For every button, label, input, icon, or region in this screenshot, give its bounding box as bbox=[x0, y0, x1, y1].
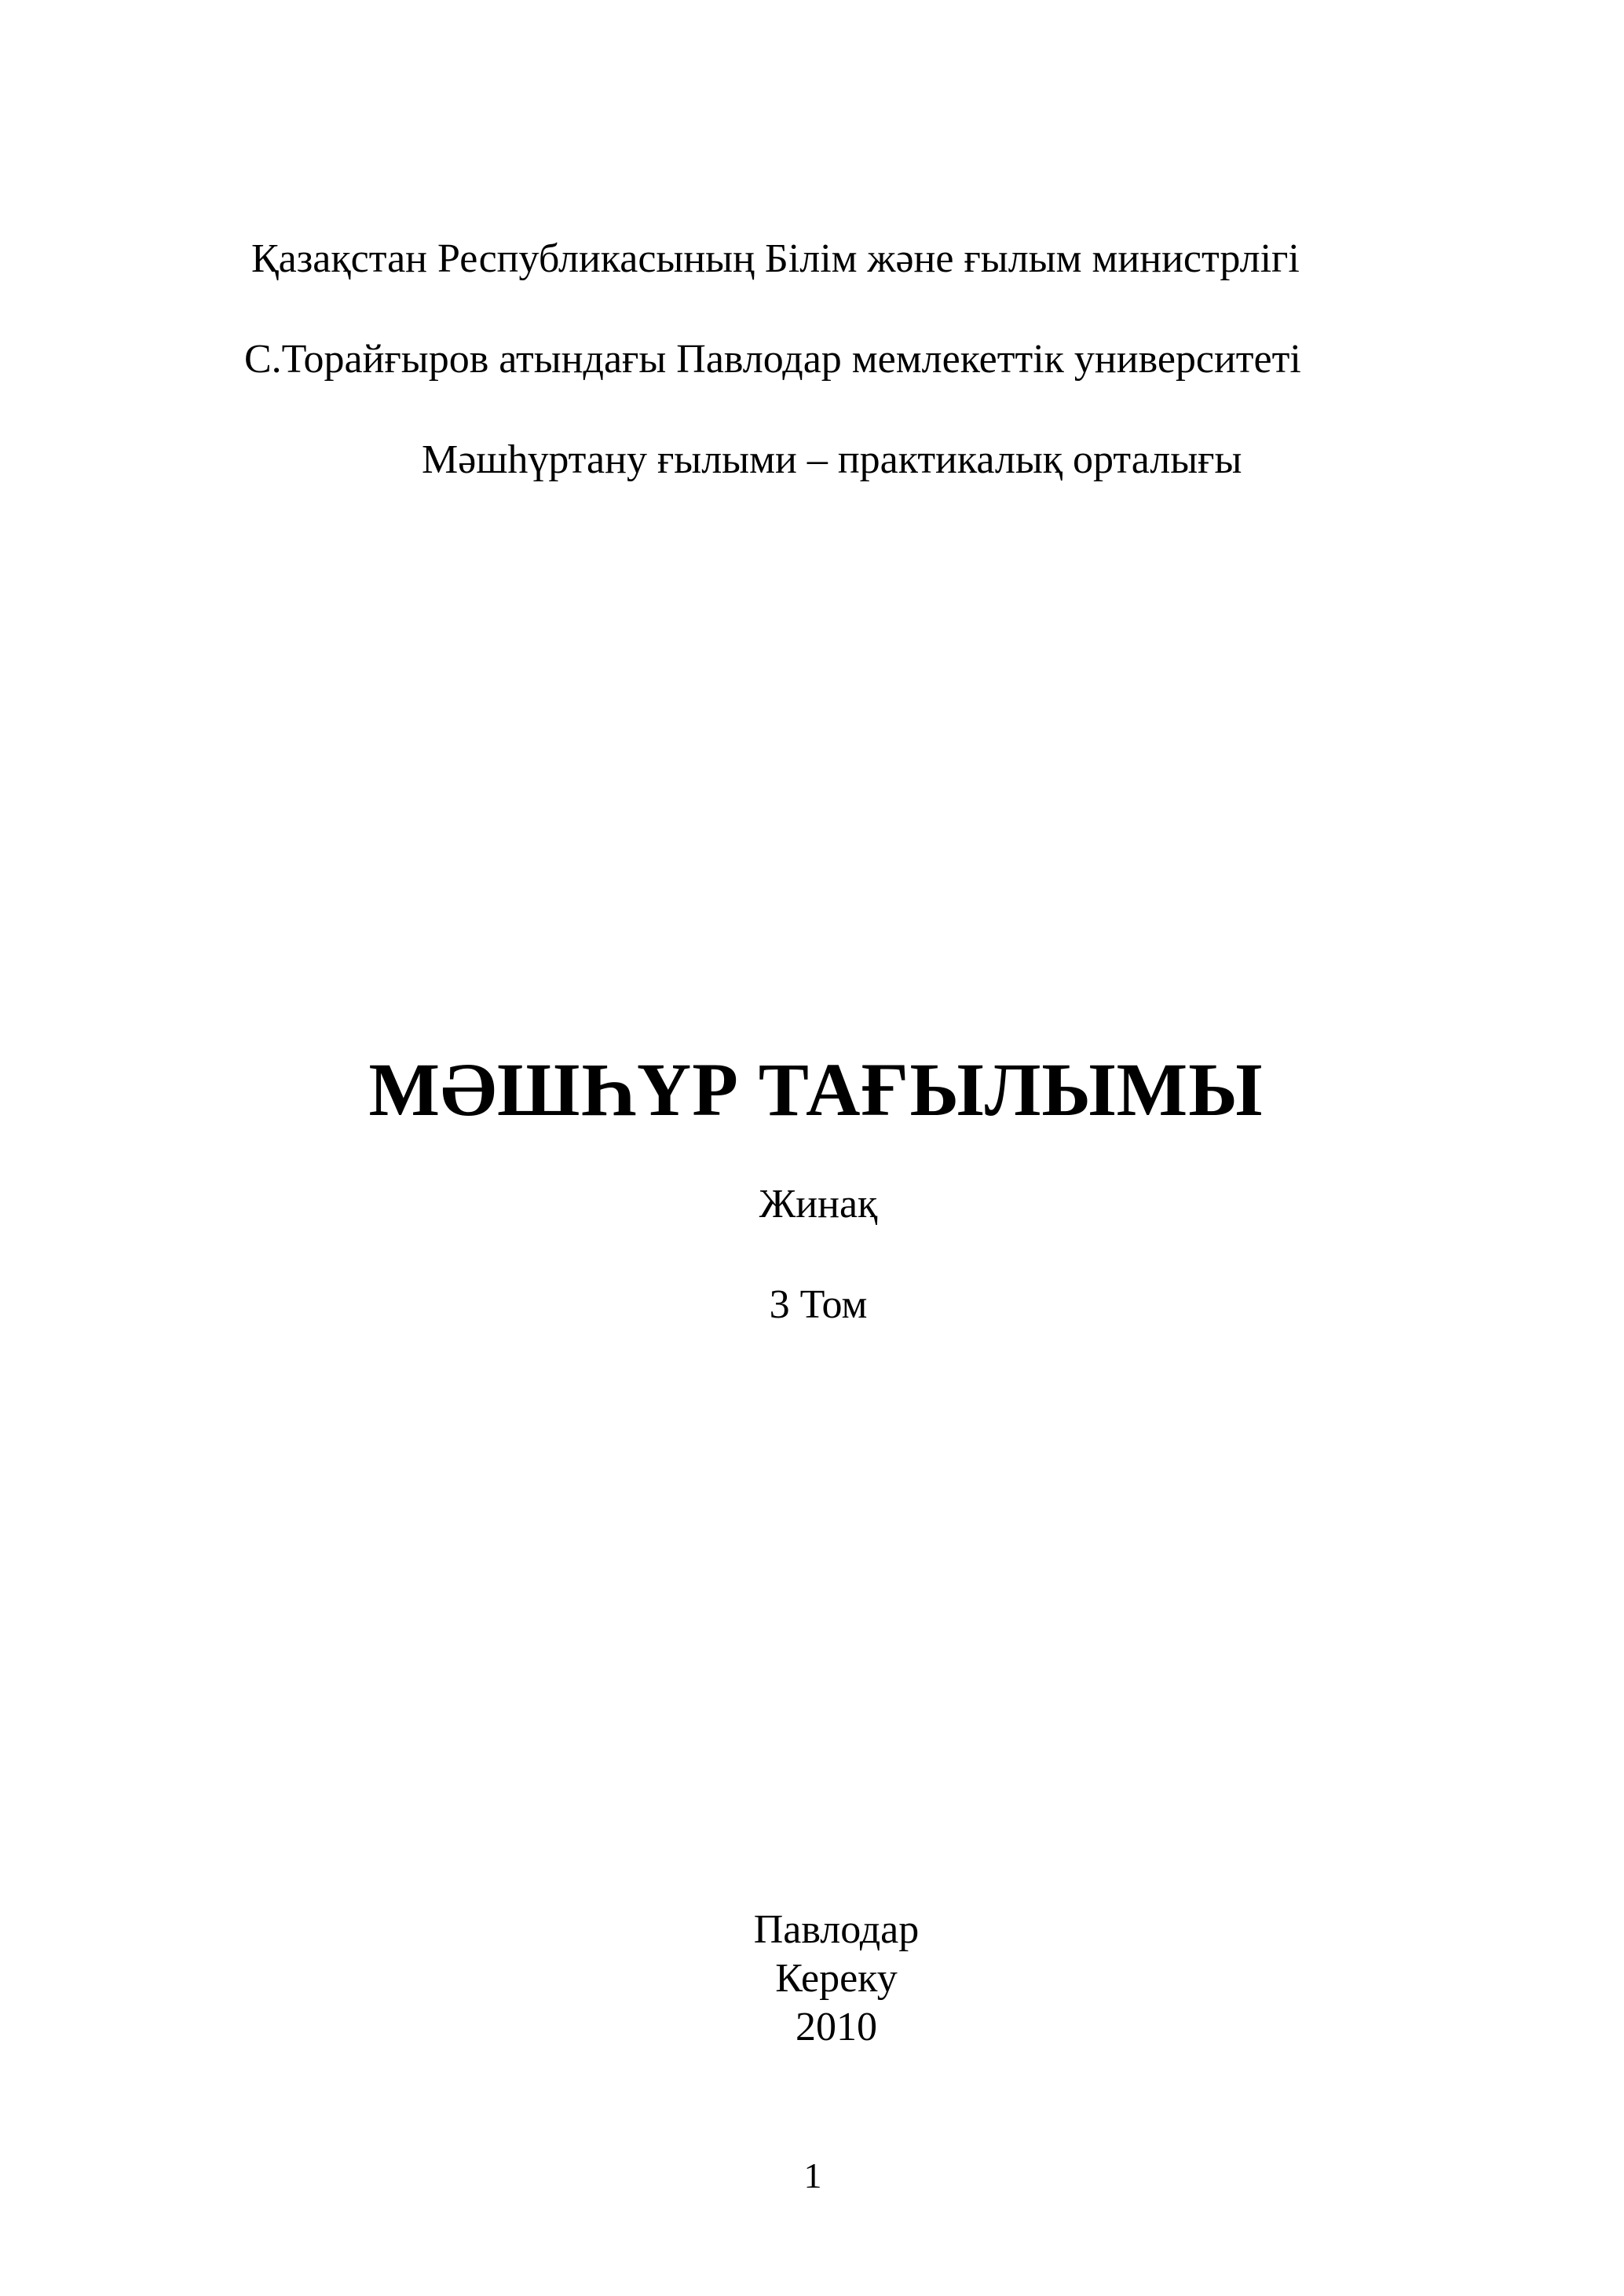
book-subtitle: Жинақ bbox=[759, 1182, 878, 1227]
book-title: МӘШҺҮР ТАҒЫЛЫМЫ bbox=[368, 1047, 1264, 1132]
volume-label: 3 Том bbox=[769, 1282, 868, 1327]
university-line: С.Торайғыров атындағы Павлодар мемлекеттік университеті bbox=[244, 337, 1301, 382]
research-center-line: Мәшһүртану ғылыми – практикалық орталығы bbox=[422, 437, 1242, 482]
page-number: 1 bbox=[803, 2155, 822, 2195]
ministry-line: Қазақстан Республикасының Білім және ғылым министрлігі bbox=[251, 236, 1300, 281]
imprint-year: 2010 bbox=[796, 2005, 877, 2049]
imprint-city: Павлодар bbox=[753, 1907, 920, 1952]
imprint-publisher: Кереку bbox=[775, 1956, 898, 2001]
